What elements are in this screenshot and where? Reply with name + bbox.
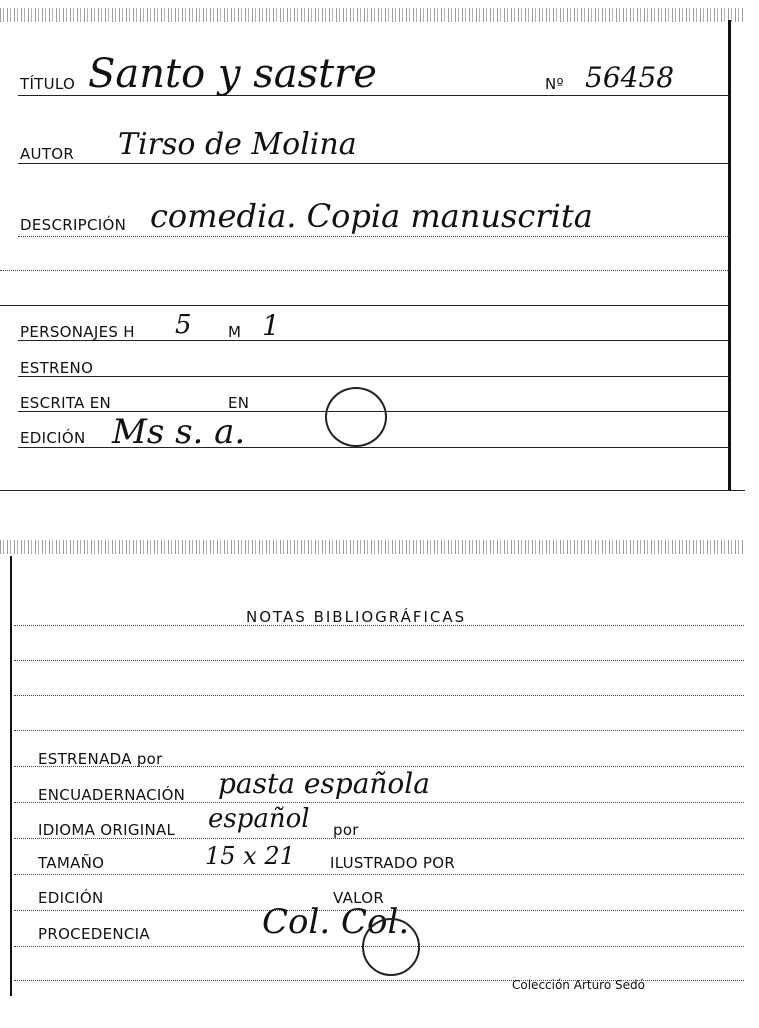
titulo-value: Santo y sastre xyxy=(88,51,377,97)
procedencia-label: PROCEDENCIA xyxy=(38,925,150,943)
estrenada-label: ESTRENADA por xyxy=(38,750,163,768)
rule-line xyxy=(14,625,744,626)
encuadernacion-value: pasta española xyxy=(218,767,430,800)
rule-line xyxy=(0,270,730,271)
titulo-label: TÍTULO xyxy=(20,75,76,93)
numero-label: Nº xyxy=(545,75,564,93)
rule-line xyxy=(18,163,730,164)
punch-hole xyxy=(362,918,420,976)
rule-line xyxy=(18,376,730,377)
rule-line xyxy=(14,660,744,661)
escrita-en-label: EN xyxy=(228,394,250,412)
edicion2-label: EDICIÓN xyxy=(38,889,104,907)
personajes-label: PERSONAJES H xyxy=(20,323,135,341)
autor-value: Tirso de Molina xyxy=(118,127,357,162)
personajes-m-label: M xyxy=(228,323,242,341)
procedencia-value: Col. Col. xyxy=(262,902,410,942)
rule-line xyxy=(14,874,744,875)
rule-line xyxy=(18,236,730,237)
edicion-value: Ms s. a. xyxy=(112,412,246,452)
numero-value: 56458 xyxy=(585,61,675,94)
tamano-label: TAMAÑO xyxy=(38,854,105,872)
card-bottom-edge xyxy=(0,490,745,491)
valor-label: VALOR xyxy=(333,889,385,907)
coleccion-footer: Colección Arturo Sedó xyxy=(512,978,645,992)
card-right-edge xyxy=(728,20,731,490)
estreno-label: ESTRENO xyxy=(20,359,94,377)
edicion-label: EDICIÓN xyxy=(20,429,86,447)
tamano-value: 15 x 21 xyxy=(205,842,295,870)
idioma-por-label: por xyxy=(333,821,359,839)
card-top-edge-texture xyxy=(0,540,745,554)
card-top-edge-texture xyxy=(0,8,745,22)
descripcion-label: DESCRIPCIÓN xyxy=(20,216,127,234)
encuadernacion-label: ENCUADERNACIÓN xyxy=(38,786,186,804)
personajes-m-value: 1 xyxy=(262,309,280,342)
punch-hole xyxy=(325,387,387,447)
personajes-h-value: 5 xyxy=(175,310,192,340)
descripcion-value: comedia. Copia manuscrita xyxy=(150,197,593,235)
card-left-edge xyxy=(10,556,12,996)
autor-label: AUTOR xyxy=(20,145,75,163)
rule-line xyxy=(14,730,744,731)
rule-line xyxy=(14,695,744,696)
rule-line xyxy=(0,305,730,306)
escrita-label: ESCRITA EN xyxy=(20,394,112,412)
idioma-value: español xyxy=(208,804,310,834)
idioma-label: IDIOMA ORIGINAL xyxy=(38,821,176,839)
notas-title: NOTAS BIBLIOGRÁFICAS xyxy=(246,608,467,626)
ilustrado-label: ILUSTRADO POR xyxy=(330,854,456,872)
